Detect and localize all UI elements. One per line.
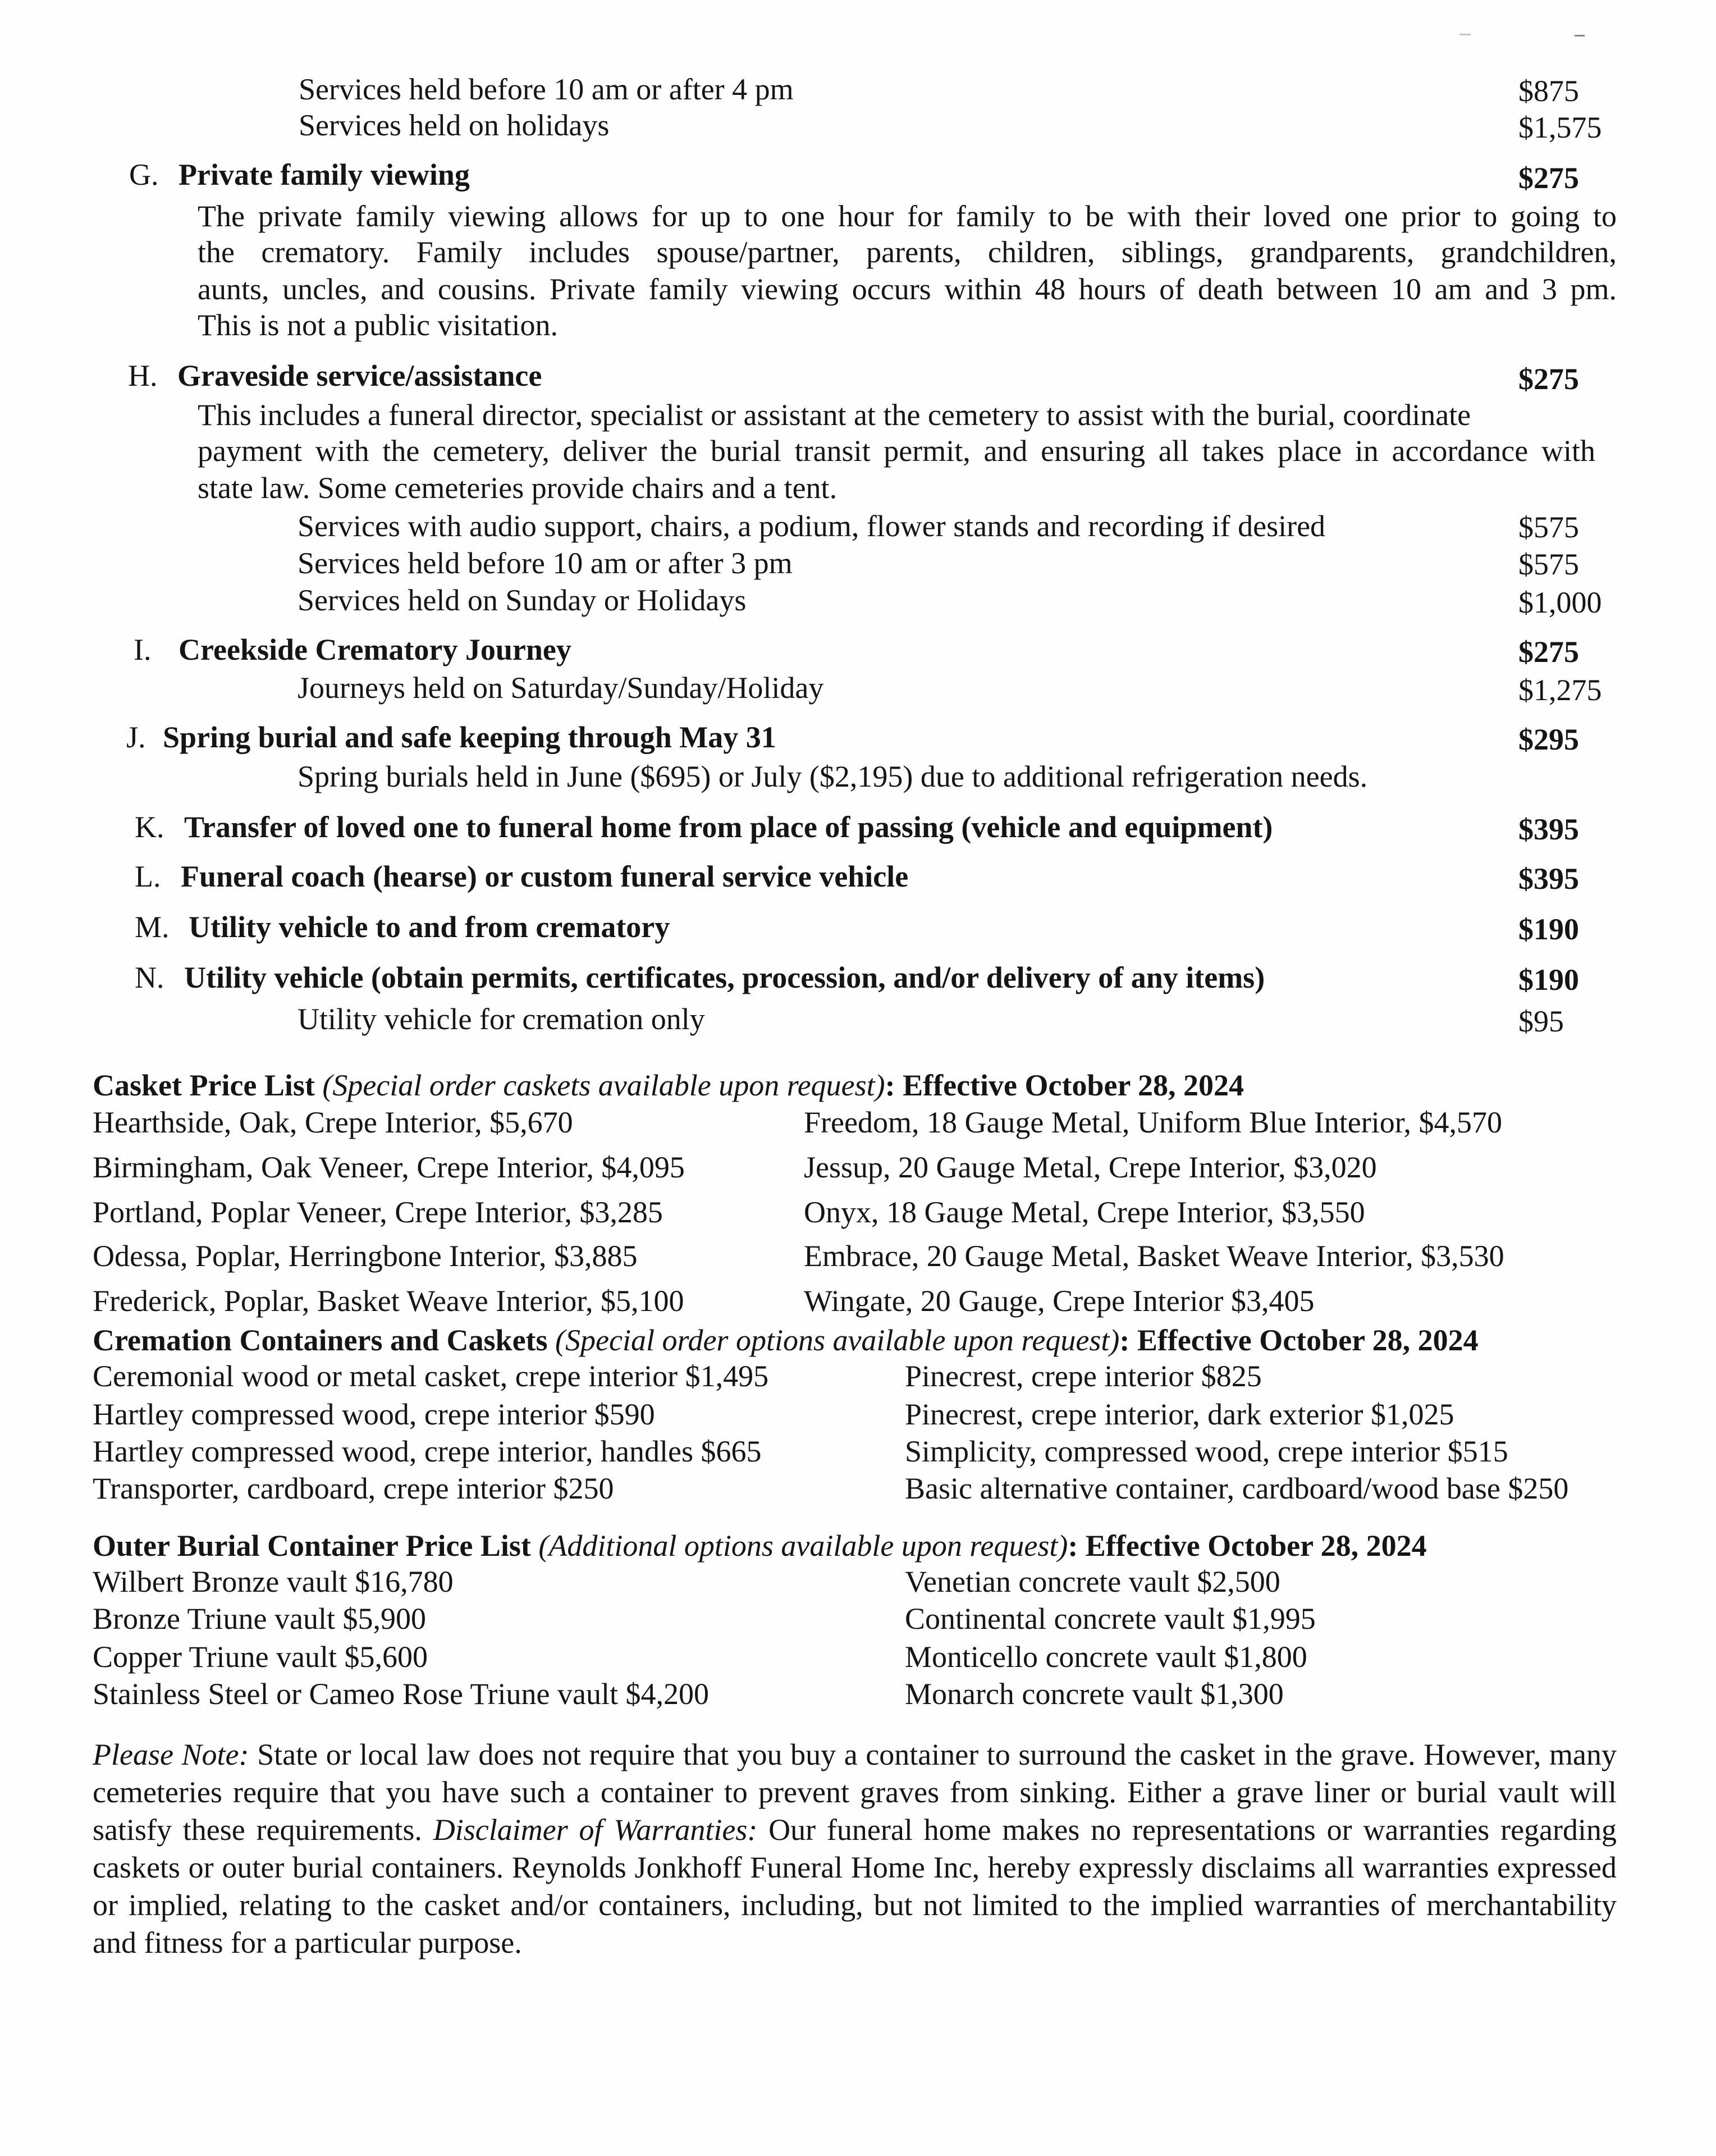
item-description-line: This is not a public visitation.	[198, 308, 558, 342]
item-price: $395	[1518, 862, 1579, 896]
item-letter: I.	[134, 633, 152, 666]
casket-item: Jessup, 20 Gauge Metal, Crepe Interior, $3,020	[804, 1150, 1377, 1184]
section-effective-date: : Effective October 28, 2024	[1068, 1529, 1427, 1563]
item-price: $190	[1518, 963, 1579, 997]
vault-item: Continental concrete vault $1,995	[905, 1602, 1316, 1636]
item-description-line: aunts, uncles, and cousins. Private family viewing occurs within 48 hours of death between 10 am and 3 pm.	[198, 272, 1617, 306]
container-item: Basic alternative container, cardboard/wood base $250	[905, 1472, 1569, 1505]
note-label: Please Note:	[93, 1738, 249, 1771]
vault-item: Wilbert Bronze vault $16,780	[93, 1565, 454, 1598]
option-label: Services held on Sunday or Holidays	[298, 583, 747, 617]
option-label: Services with audio support, chairs, a podium, flower stands and recording if desired	[298, 509, 1326, 543]
item-price: $275	[1518, 161, 1579, 195]
casket-item: Birmingham, Oak Veneer, Crepe Interior, $4,095	[93, 1150, 685, 1184]
item-title: Creekside Crematory Journey	[179, 633, 571, 666]
vault-item: Venetian concrete vault $2,500	[905, 1565, 1280, 1598]
item-description-line: payment with the cemetery, deliver the burial transit permit, and ensuring all takes place in accordance with	[198, 434, 1595, 468]
section-effective-date: : Effective October 28, 2024	[885, 1068, 1244, 1102]
section-heading	[93, 1070, 1244, 1100]
item-title: Graveside service/assistance	[177, 359, 542, 392]
option-price: $1,575	[1518, 111, 1602, 144]
note-text: State or local law does not require that you buy a container to surround the casket in the grave. However, many cemeteries require that you have such a container to prevent graves from sinking. Either a grave liner or burial vault will satisfy these requirements.	[93, 1738, 1617, 1847]
item-price: $395	[1518, 812, 1579, 846]
option-price: $875	[1518, 74, 1579, 108]
section-heading	[93, 1531, 1427, 1561]
item-description-line: state law. Some cemeteries provide chairs and a tent.	[198, 471, 838, 505]
legal-note	[93, 1736, 1617, 1962]
item-letter: K.	[135, 810, 164, 844]
disclaimer-label: Disclaimer of Warranties:	[433, 1813, 758, 1847]
item-title: Utility vehicle (obtain permits, certificates, procession, and/or delivery of any items)	[184, 961, 1265, 994]
section-effective-date: : Effective October 28, 2024	[1119, 1323, 1479, 1357]
item-price: $295	[1518, 723, 1579, 756]
item-title: Utility vehicle to and from crematory	[189, 910, 670, 944]
casket-item: Onyx, 18 Gauge Metal, Crepe Interior, $3,550	[804, 1195, 1365, 1229]
casket-item: Embrace, 20 Gauge Metal, Basket Weave Interior, $3,530	[804, 1239, 1504, 1273]
scan-mark	[1459, 34, 1471, 35]
item-letter: H.	[128, 359, 158, 392]
item-letter: L.	[135, 860, 161, 893]
casket-item: Portland, Poplar Veneer, Crepe Interior, $3,285	[93, 1195, 663, 1229]
option-label: Services held on holidays	[299, 108, 610, 142]
casket-item: Hearthside, Oak, Crepe Interior, $5,670	[93, 1106, 573, 1139]
option-label: Services held before 10 am or after 3 pm	[298, 546, 793, 580]
option-label: Utility vehicle for cremation only	[298, 1002, 705, 1036]
container-item: Pinecrest, crepe interior $825	[905, 1359, 1262, 1393]
container-item: Hartley compressed wood, crepe interior $590	[93, 1397, 655, 1431]
option-label: Services held before 10 am or after 4 pm	[299, 72, 794, 106]
container-item: Transporter, cardboard, crepe interior $250	[93, 1472, 614, 1505]
option-label: Journeys held on Saturday/Sunday/Holiday	[298, 671, 824, 705]
scan-mark	[1575, 35, 1585, 36]
option-price: $575	[1518, 547, 1579, 581]
disclaimer-text: Our funeral home makes no representations or warranties regarding caskets or outer burial containers. Reynolds Jonkhoff Funeral Home Inc, hereby expressly disclaims all warranties expressed or implied, relating to the casket and/or containers, including, but not limited to the implied warranties of merchantability and fitness for a particular purpose.	[93, 1813, 1617, 1959]
casket-item: Frederick, Poplar, Basket Weave Interior, $5,100	[93, 1284, 684, 1318]
casket-item: Odessa, Poplar, Herringbone Interior, $3,885	[93, 1239, 638, 1273]
section-title: Casket Price List	[93, 1068, 315, 1102]
section-subtitle: (Additional options available upon request)	[538, 1529, 1068, 1563]
casket-item: Freedom, 18 Gauge Metal, Uniform Blue Interior, $4,570	[804, 1106, 1503, 1139]
option-price: $575	[1518, 510, 1579, 544]
casket-item: Wingate, 20 Gauge, Crepe Interior $3,405	[804, 1284, 1315, 1318]
option-label: Spring burials held in June ($695) or July ($2,195) due to additional refrigeration needs.	[298, 760, 1368, 793]
item-description-line: The private family viewing allows for up to one hour for family to be with their loved one prior to going to	[198, 199, 1617, 233]
container-item: Hartley compressed wood, crepe interior, handles $665	[93, 1435, 762, 1468]
container-item: Ceremonial wood or metal casket, crepe interior $1,495	[93, 1359, 769, 1393]
option-price: $95	[1518, 1004, 1564, 1038]
item-price: $275	[1518, 635, 1579, 669]
section-heading	[93, 1325, 1479, 1355]
vault-item: Monarch concrete vault $1,300	[905, 1677, 1284, 1711]
section-title: Cremation Containers and Caskets	[93, 1323, 548, 1357]
item-price: $190	[1518, 912, 1579, 946]
container-item: Pinecrest, crepe interior, dark exterior $1,025	[905, 1397, 1454, 1431]
vault-item: Monticello concrete vault $1,800	[905, 1640, 1307, 1674]
item-title: Private family viewing	[179, 158, 470, 191]
item-price: $275	[1518, 362, 1579, 396]
option-price: $1,275	[1518, 673, 1602, 707]
container-item: Simplicity, compressed wood, crepe interior $515	[905, 1435, 1508, 1468]
item-title: Transfer of loved one to funeral home from place of passing (vehicle and equipment)	[184, 810, 1273, 844]
section-subtitle: (Special order options available upon request)	[555, 1323, 1120, 1357]
item-description-line: the crematory. Family includes spouse/partner, parents, children, siblings, grandparents, grandchildren,	[198, 235, 1617, 269]
item-title: Spring burial and safe keeping through May 31	[163, 720, 776, 754]
section-title: Outer Burial Container Price List	[93, 1529, 531, 1563]
vault-item: Copper Triune vault $5,600	[93, 1640, 428, 1674]
item-description-line: This includes a funeral director, specialist or assistant at the cemetery to assist with the burial, coordinate	[198, 398, 1471, 432]
option-price: $1,000	[1518, 586, 1602, 619]
section-subtitle: (Special order caskets available upon request)	[322, 1068, 885, 1102]
item-letter: N.	[135, 961, 164, 994]
item-title: Funeral coach (hearse) or custom funeral service vehicle	[181, 860, 909, 893]
vault-item: Bronze Triune vault $5,900	[93, 1602, 426, 1636]
item-letter: J.	[126, 720, 146, 754]
item-letter: G.	[129, 158, 159, 191]
item-letter: M.	[135, 910, 170, 944]
vault-item: Stainless Steel or Cameo Rose Triune vault $4,200	[93, 1677, 709, 1711]
